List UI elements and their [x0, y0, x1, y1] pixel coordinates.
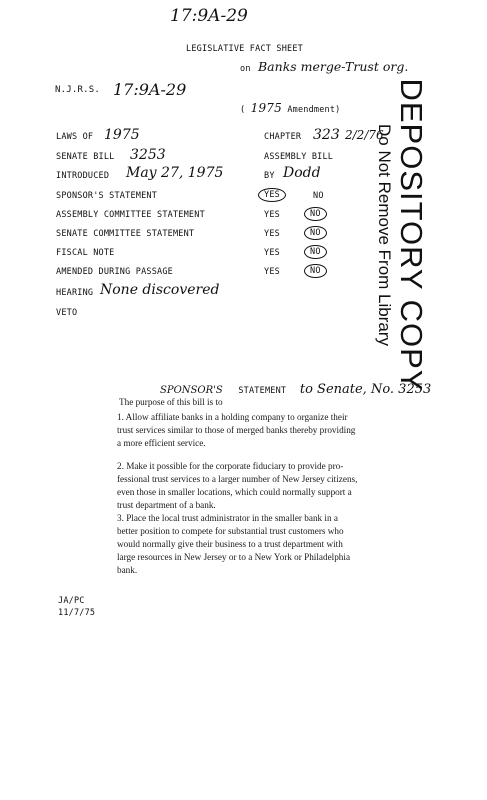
assembly-bill-label: ASSEMBLY BILL: [264, 152, 334, 162]
statement-item-1: [117, 411, 407, 450]
yes-option: YES: [264, 267, 280, 277]
checklist-row-label: ASSEMBLY COMMITTEE STATEMENT: [56, 210, 205, 220]
statement-line: trust department of a bank.: [117, 500, 216, 510]
statement-line: would normally give their business to a trust department with: [117, 539, 343, 549]
statement-line: 1. Allow affiliate banks in a holding company to organize their: [117, 412, 348, 422]
veto-label: VETO: [56, 308, 78, 318]
yes-option-circled: YES: [258, 188, 286, 202]
subject-handwritten: Banks merge-Trust org.: [258, 59, 409, 74]
senate-bill-value: 3253: [130, 147, 166, 163]
footer-initials: JA/PC: [58, 596, 85, 606]
statement-line: large resources in New Jersey or to a New York or Philadelphia: [117, 552, 351, 562]
checklist-row-label: FISCAL NOTE: [56, 248, 115, 258]
senate-bill-label: SENATE BILL: [56, 152, 115, 162]
depository-stamp: [360, 78, 442, 392]
amendment-note: ( 1975 Amendment): [240, 101, 341, 115]
amendment-label: Amendment): [287, 105, 341, 115]
hearing-label: HEARING: [56, 288, 94, 298]
no-option-circled: NO: [304, 245, 327, 259]
heading-sponsors: SPONSOR'S: [160, 385, 223, 396]
no-option-circled: NO: [304, 264, 327, 278]
amendment-year: 1975: [250, 101, 282, 115]
laws-value: 1975: [104, 127, 140, 143]
stamp-depository-copy: DEPOSITORY COPY: [394, 78, 429, 392]
checklist-row-label: SENATE COMMITTEE STATEMENT: [56, 229, 195, 239]
introduced-label: INTRODUCED: [56, 171, 110, 181]
statement-line: bank.: [117, 565, 138, 575]
by-value: Dodd: [283, 165, 321, 181]
statement-intro: The purpose of this bill is to: [119, 397, 223, 407]
chapter-value: 323: [313, 127, 340, 143]
statement-heading: [160, 378, 431, 397]
on-prefix: on: [240, 64, 251, 74]
njrs-label: N.J.R.S.: [55, 85, 100, 95]
chapter-label: CHAPTER: [264, 132, 302, 142]
statement-line: even those in smaller locations, which could normally support a: [117, 487, 352, 497]
no-option-circled: NO: [304, 207, 327, 221]
no-option-circled: NO: [304, 226, 327, 240]
by-label: BY: [264, 171, 275, 181]
handwritten-statute-code: 17:9A-29: [170, 6, 248, 26]
hearing-value: None discovered: [100, 282, 220, 298]
no-option: NO: [313, 191, 324, 201]
document-title: LEGISLATIVE FACT SHEET: [186, 44, 303, 54]
statement-line: trust services similar to those of merged banks thereby providing: [117, 425, 356, 435]
yes-option: YES: [264, 229, 280, 239]
statement-line: 3. Place the local trust administrator in the smaller bank in a: [117, 513, 338, 523]
heading-statement: STATEMENT: [238, 386, 287, 396]
yes-option: YES: [264, 210, 280, 220]
statement-line: a more efficient service.: [117, 438, 206, 448]
njrs-value: 17:9A-29: [113, 80, 187, 99]
stamp-do-not-remove: Do Not Remove From Library: [375, 123, 394, 347]
introduced-value: May 27, 1975: [126, 165, 224, 181]
footer-date: 11/7/75: [58, 608, 96, 618]
yes-option: YES: [264, 248, 280, 258]
statement-item-2: [117, 460, 407, 512]
heading-handwritten: to Senate, No. 3253: [299, 382, 432, 397]
laws-label: LAWS OF: [56, 132, 94, 142]
statement-line: 2. Make it possible for the corporate fiduciary to provide pro-: [117, 461, 344, 471]
statement-line: better position to compete for substantial trust customers who: [117, 526, 344, 536]
chapter-date: 2/2/76: [345, 128, 384, 142]
checklist-row-label: SPONSOR'S STATEMENT: [56, 191, 158, 201]
statement-line: fessional trust services to a larger number of New Jersey citizens,: [117, 474, 358, 484]
statement-item-3: [117, 512, 407, 577]
checklist-row-label: AMENDED DURING PASSAGE: [56, 267, 173, 277]
